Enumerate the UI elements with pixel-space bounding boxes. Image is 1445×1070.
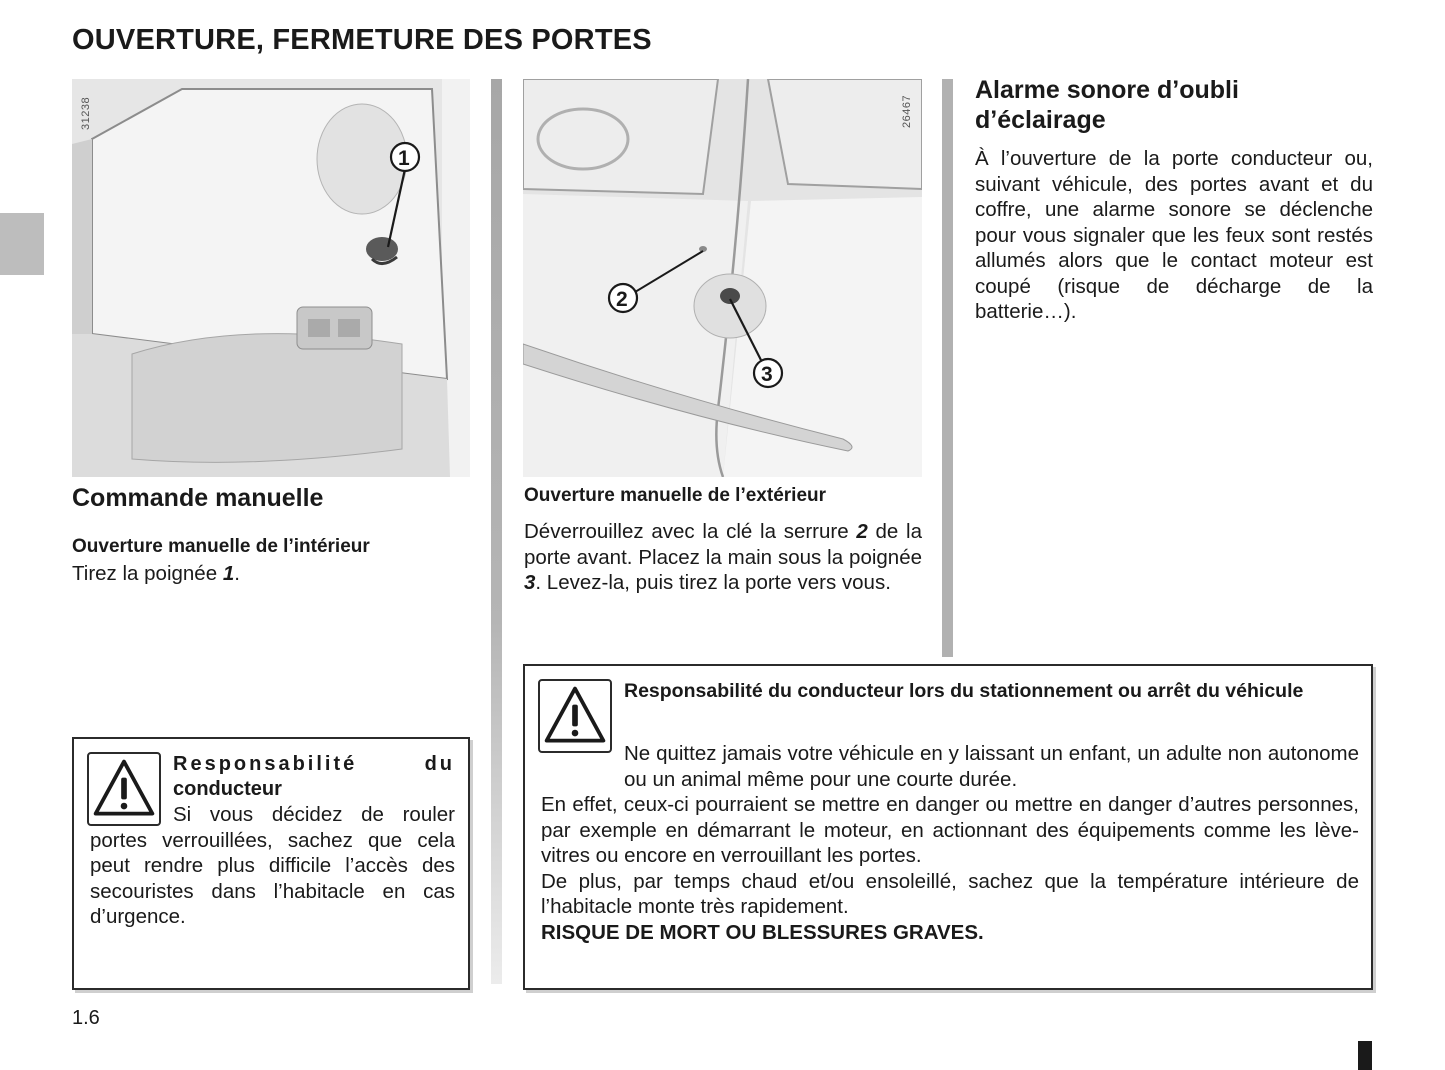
page-number: 1.6 — [72, 1007, 100, 1029]
exterior-text-b: de la porte avant. Placez la main sous la poignée — [524, 520, 923, 569]
callout-3 — [754, 359, 782, 387]
warning-box-driver-responsibility — [72, 737, 470, 990]
column-divider-right — [942, 79, 953, 657]
warning-parking-para2: De plus, par temps chaud et/ou ensoleillé, sachez que la température intérieure de l’habitacle monte très rapidement. — [541, 869, 1359, 918]
warning-parking-body — [541, 792, 1359, 945]
warning-parking-para3: RISQUE DE MORT OU BLESSURES GRAVES. — [541, 920, 984, 944]
exterior-ref-3: 3 — [524, 571, 536, 594]
callout-1 — [391, 143, 419, 171]
warning-driver-title-word2: du — [424, 753, 455, 775]
corner-marker — [1358, 1041, 1372, 1070]
exterior-door-drawing — [523, 79, 922, 477]
interior-ref-1: 1 — [222, 562, 235, 585]
callout-2-label: 2 — [616, 288, 628, 311]
warning-driver-text: Si vous décidez de rouler portes verrouillées, sachez que cela peut rendre plus difficile l’accès des secouristes dans l’habitacle en cas d’urgence. — [90, 803, 455, 928]
warning-driver-title — [173, 752, 455, 802]
warning-driver-title-word1: Responsabilité — [173, 753, 358, 775]
subheading-interior-opening: Ouverture manuelle de l’intérieur — [72, 536, 370, 557]
section-heading-alarme: Alarme sonore d’oubli d’éclairage — [975, 76, 1239, 134]
interior-text-b: . — [234, 562, 240, 585]
callout-3-label: 3 — [761, 363, 773, 386]
warning-parking-para1: En effet, ceux-ci pourraient se mettre en danger ou mettre en danger d’autres personnes, par exemple en démarrant le moteur, en actionnant des équipements comme les lève-vitres ou encore en verrouillant les portes. — [541, 793, 1359, 867]
interior-opening-text — [72, 561, 472, 587]
exterior-text-a: Déverrouillez avec la clé la serrure — [524, 520, 857, 543]
section-tab — [0, 213, 44, 275]
column-divider-left — [491, 79, 502, 984]
page-title: OUVERTURE, FERMETURE DES PORTES — [72, 24, 652, 56]
exterior-opening-text — [524, 519, 922, 596]
warning-parking-title: Responsabilité du conducteur lors du stationnement ou arrêt du véhicule — [624, 680, 1304, 702]
callout-1-label: 1 — [398, 147, 410, 170]
warning-driver-title-word3: conducteur — [173, 778, 282, 800]
interior-door-drawing — [72, 79, 470, 477]
exterior-ref-2: 2 — [856, 520, 868, 543]
callout-2 — [609, 284, 637, 312]
section-heading-commande: Commande manuelle — [72, 484, 324, 512]
figure-code-26467: 26467 — [901, 94, 913, 128]
exterior-door-illustration — [523, 79, 922, 477]
figure-code-31238: 31238 — [80, 96, 92, 130]
exterior-text-c: . Levez-la, puis tirez la porte vers vous. — [535, 571, 891, 594]
subheading-exterior-opening: Ouverture manuelle de l’extérieur — [524, 485, 827, 506]
warning-parking-lead: Ne quittez jamais votre véhicule en y laissant un enfant, un adulte non autonome ou un animal même pour une courte durée. — [624, 742, 1359, 791]
warning-triangle-icon — [538, 679, 612, 753]
interior-text-a: Tirez la poignée — [72, 562, 223, 585]
interior-door-illustration — [72, 79, 470, 477]
warning-box-parking-responsibility — [523, 664, 1373, 990]
alarm-text: À l’ouverture de la porte conducteur ou, suivant véhicule, des portes avant et du coffre, une alarme sonore se déclenche pour vous signaler que les feux sont restés allumés alors que le contact moteur est coupé (risque de décharge de la batterie…). — [975, 147, 1373, 323]
